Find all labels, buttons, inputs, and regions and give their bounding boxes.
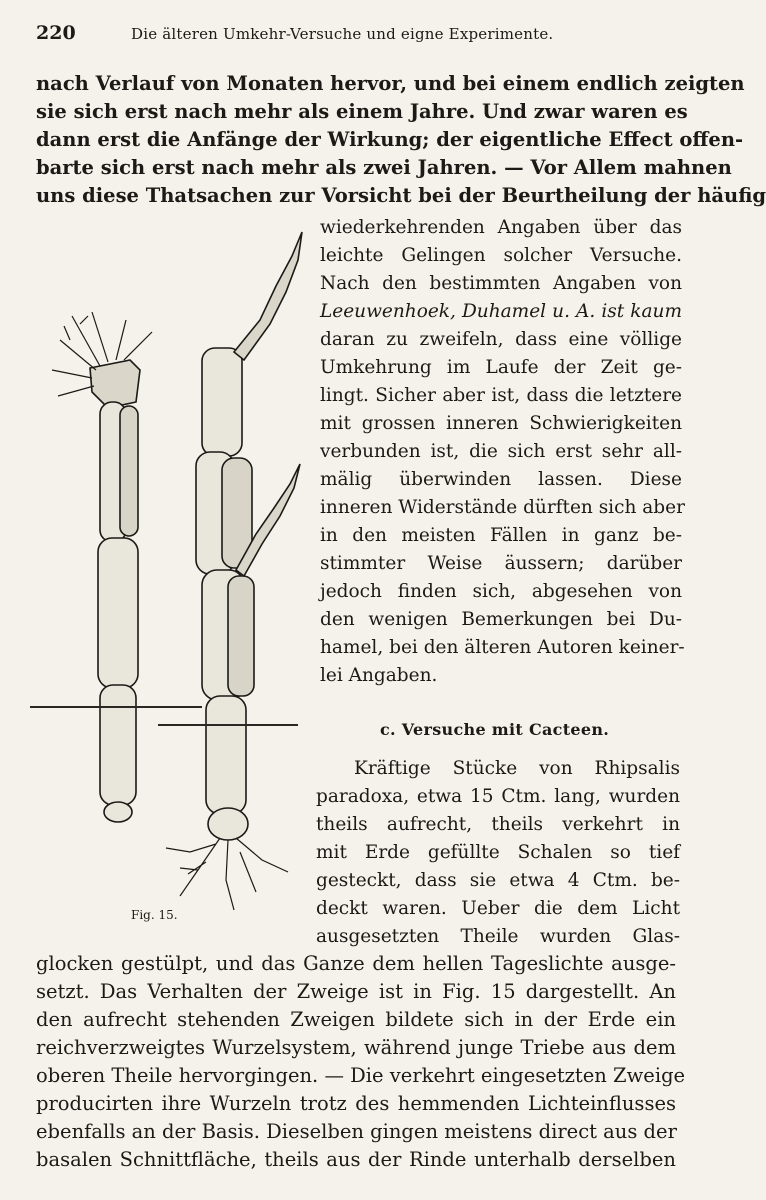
text-line: paradoxa, etwa 15 Ctm. lang, wurden [316, 786, 680, 807]
text-line: den wenigen Bemerkungen bei Du- [320, 609, 682, 630]
text-line: Umkehrung im Laufe der Zeit ge- [320, 357, 682, 378]
text-line: jedoch finden sich, abgesehen von [320, 581, 682, 602]
text-line: deckt waren. Ueber die dem Licht [316, 898, 680, 919]
section-heading: c. Versuche mit Cacteen. [380, 720, 610, 739]
text-line: Kräftige Stücke von Rhipsalis [354, 758, 680, 779]
page-header [36, 22, 676, 48]
right-column-paragraph [320, 214, 685, 690]
text-line: basalen Schnittfläche, theils aus der Rinde unterhalb derselben [36, 1148, 676, 1171]
bottom-paragraph [36, 950, 686, 1174]
text-line: nach Verlauf von Monaten hervor, und bei einem endlich zeigten [36, 72, 745, 95]
text-line: lei Angaben. [320, 665, 438, 686]
text-line: theils aufrecht, theils verkehrt in [316, 814, 680, 835]
running-title: Die älteren Umkehr-Versuche und eigne Experimente. [131, 25, 554, 43]
text-line: barte sich erst nach mehr als zwei Jahren. — Vor Allem mahnen [36, 156, 732, 179]
text-line: setzt. Das Verhalten der Zweige ist in Fig. 15 dargestellt. An [36, 980, 676, 1003]
page-number: 220 [36, 22, 76, 44]
text-line: producirten ihre Wurzeln trotz des hemmenden Lichteinflusses [36, 1092, 676, 1115]
figure-illustration [30, 220, 320, 920]
text-line: Nach den bestimmten Angaben von [320, 273, 682, 294]
text-line: oberen Theile hervorgingen. — Die verkehrt eingesetzten Zweige [36, 1064, 686, 1087]
text-line: uns diese Thatsachen zur Vorsicht bei der Beurtheilung der häufig [36, 184, 766, 207]
text-line: mit grossen inneren Schwierigkeiten [320, 413, 682, 434]
text-line: den aufrecht stehenden Zweigen bildete sich in der Erde ein [36, 1008, 676, 1031]
figure-caption: Fig. 15. [131, 908, 178, 922]
text-line: wiederkehrenden Angaben über das [320, 217, 682, 238]
text-line: mit Erde gefüllte Schalen so tief [316, 842, 680, 863]
text-line: lingt. Sicher aber ist, dass die letztere [320, 385, 682, 406]
figure-rule-left [30, 706, 202, 708]
text-line: sie sich erst nach mehr als einem Jahre. Und zwar waren es [36, 100, 688, 123]
text-line: ebenfalls an der Basis. Dieselben gingen meistens direct aus der [36, 1120, 677, 1143]
text-line: Leeuwenhoek, Duhamel u. A. ist kaum [320, 301, 682, 322]
text-line: hamel, bei den älteren Autoren keiner- [320, 637, 685, 658]
text-line: reichverzweigtes Wurzelsystem, während junge Triebe aus dem [36, 1036, 676, 1059]
right-column-second-paragraph [316, 755, 680, 951]
text-line: ausgesetzten Theile wurden Glas- [316, 926, 680, 947]
cactus-stems-illustration [30, 220, 320, 920]
text-line: gesteckt, dass sie etwa 4 Ctm. be- [316, 870, 680, 891]
top-paragraph [36, 70, 766, 210]
text-line: leichte Gelingen solcher Versuche. [320, 245, 682, 266]
text-line: inneren Widerstände dürften sich aber [320, 497, 685, 518]
text-line: glocken gestülpt, und das Ganze dem hellen Tageslichte ausge- [36, 952, 676, 975]
text-line: verbunden ist, die sich erst sehr all- [320, 441, 682, 462]
text-line: daran zu zweifeln, dass eine völlige [320, 329, 682, 350]
figure-rule-right [158, 724, 298, 726]
text-line: mälig überwinden lassen. Diese [320, 469, 682, 490]
text-line: dann erst die Anfänge der Wirkung; der eigentliche Effect offen- [36, 128, 744, 151]
text-line: stimmter Weise äussern; darüber [320, 553, 682, 574]
text-line: in den meisten Fällen in ganz be- [320, 525, 682, 546]
